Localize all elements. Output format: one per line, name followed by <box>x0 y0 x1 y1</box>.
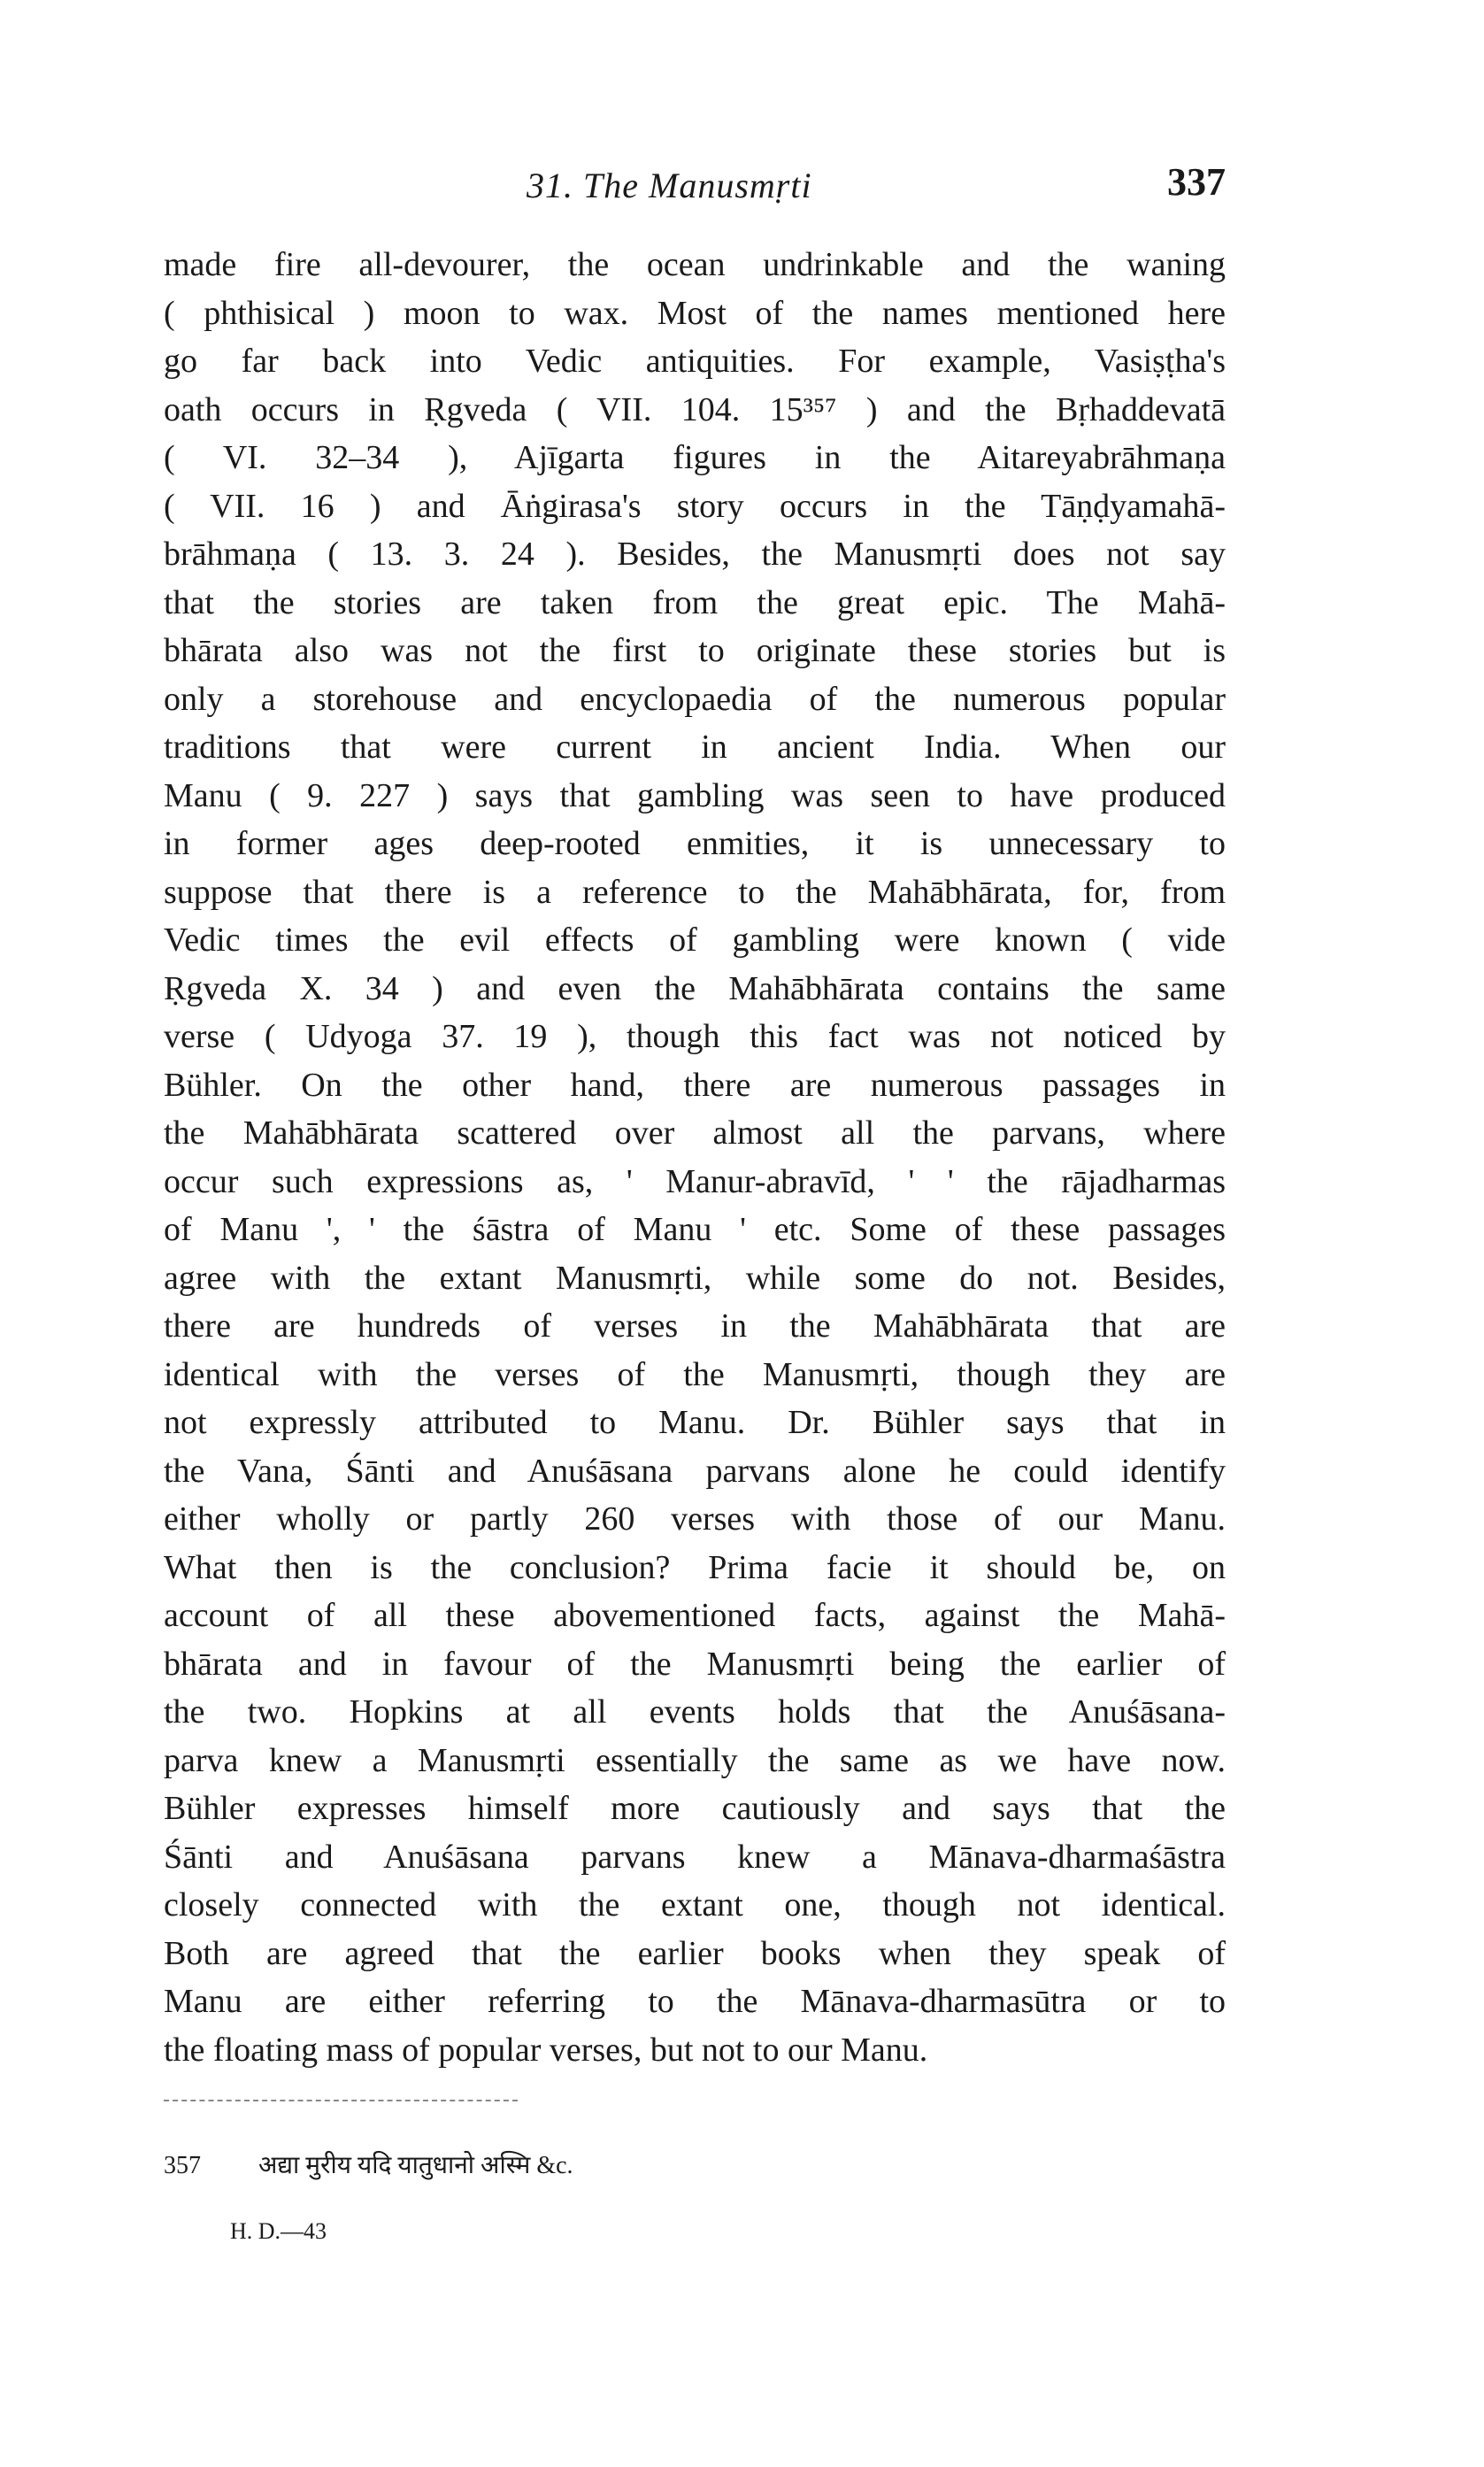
text-line: of Manu ', ' the śāstra of Manu ' etc. Some of these passages <box>164 1211 1226 1248</box>
text-line: made fire all-devourer, the ocean undrinkable and the waning <box>164 246 1226 283</box>
text-line: account of all these abovementioned facts, against the Mahā- <box>164 1597 1226 1634</box>
text-line: Manu are either referring to the Mānava-dharmasūtra or to <box>164 1983 1226 2020</box>
text-line: the Vana, Śānti and Anuśāsana parvans alone he could identify <box>164 1452 1226 1490</box>
text-line: there are hundreds of verses in the Mahābhārata that are <box>164 1307 1226 1345</box>
body-text <box>164 241 1226 2074</box>
text-line: Both are agreed that the earlier books when they speak of <box>164 1934 1226 1972</box>
text-line: the two. Hopkins at all events holds that the Anuśāsana- <box>164 1693 1226 1731</box>
footnote-number: 357 <box>164 2152 201 2179</box>
text-line: closely connected with the extant one, though not identical. <box>164 1886 1226 1923</box>
running-head <box>164 159 1226 212</box>
page-number: 337 <box>1167 160 1226 204</box>
text-line: only a storehouse and encyclopaedia of the numerous popular <box>164 680 1226 718</box>
text-line: oath occurs in Ṛgveda ( VII. 104. 15³⁵⁷ ) and the Bṛhaddevatā <box>164 390 1226 428</box>
text-line: that the stories are taken from the great epic. The Mahā- <box>164 583 1226 621</box>
text-line: Bühler expresses himself more cautiously and says that the <box>164 1790 1226 1827</box>
text-line: Śānti and Anuśāsana parvans knew a Mānava-dharmaśāstra <box>164 1838 1226 1876</box>
text-line: traditions that were current in ancient India. When our <box>164 729 1226 766</box>
text-line: agree with the extant Manusmṛti, while some do not. Besides, <box>164 1259 1226 1297</box>
footnote-text: अद्या मुरीय यदि यातुधानो अस्मि &c. <box>258 2152 573 2179</box>
text-line: parva knew a Manusmṛti essentially the same as we have now. <box>164 1741 1226 1779</box>
text-line: not expressly attributed to Manu. Dr. Bühler says that in <box>164 1404 1226 1441</box>
text-line: brāhmaṇa ( 13. 3. 24 ). Besides, the Manusmṛti does not say <box>164 536 1226 573</box>
text-line: the floating mass of popular verses, but not to our Manu. <box>164 2031 928 2069</box>
footnote-divider <box>164 2100 518 2101</box>
text-line: ( phthisical ) moon to wax. Most of the names mentioned here <box>164 294 1226 332</box>
text-line: suppose that there is a reference to the Mahābhārata, for, from <box>164 873 1226 911</box>
text-line: Manu ( 9. 227 ) says that gambling was seen to have produced <box>164 776 1226 814</box>
text-line: ( VII. 16 ) and Āṅgirasa's story occurs in the Tāṇḍyamahā- <box>164 487 1226 525</box>
text-line: in former ages deep-rooted enmities, it is unnecessary to <box>164 825 1226 862</box>
text-line: the Mahābhārata scattered over almost all the parvans, where <box>164 1114 1226 1152</box>
text-line: identical with the verses of the Manusmṛti, though they are <box>164 1355 1226 1393</box>
text-line: Bühler. On the other hand, there are numerous passages in <box>164 1066 1226 1104</box>
text-line: Vedic times the evil effects of gambling were known ( vide <box>164 921 1226 959</box>
text-line: verse ( Udyoga 37. 19 ), though this fact was not noticed by <box>164 1018 1226 1055</box>
running-title: 31. The Manusmṛti <box>527 166 812 205</box>
text-line: either wholly or partly 260 verses with those of our Manu. <box>164 1500 1226 1538</box>
text-line: Ṛgveda X. 34 ) and even the Mahābhārata contains the same <box>164 969 1226 1007</box>
text-line: bhārata and in favour of the Manusmṛti being the earlier of <box>164 1645 1226 1683</box>
text-line: occur such expressions as, ' Manur-abravīd, ' ' the rājadharmas <box>164 1162 1226 1200</box>
signature-mark: H. D.—43 <box>230 2218 327 2244</box>
text-line: ( VI. 32–34 ), Ajīgarta figures in the Aitareyabrāhmaṇa <box>164 439 1226 476</box>
footnote <box>164 2147 573 2181</box>
text-line: go far back into Vedic antiquities. For example, Vasiṣṭha's <box>164 343 1226 380</box>
text-line: bhārata also was not the first to originate these stories but is <box>164 632 1226 669</box>
text-line: What then is the conclusion? Prima facie it should be, on <box>164 1548 1226 1586</box>
